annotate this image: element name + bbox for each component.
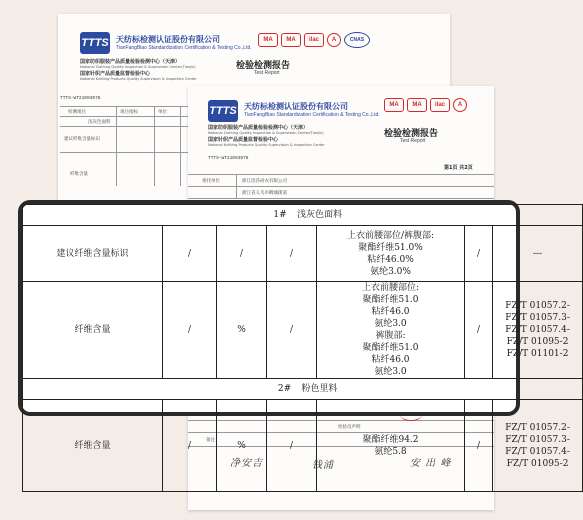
report-title-en: Test Report	[400, 138, 426, 144]
table-row	[23, 400, 583, 492]
center-name-1: 国家纺织服装产品质量检验检测中心（天津）	[208, 125, 309, 131]
accreditation-marks	[258, 32, 370, 48]
judgement-cell: /	[465, 226, 493, 282]
standard-cell	[493, 226, 583, 282]
standard-cell-line: FZ/T 01057.4-	[505, 446, 570, 457]
cma-mark-icon: MA	[384, 98, 404, 112]
section-header-row	[23, 205, 583, 226]
client-label: 委托单位	[202, 179, 220, 184]
center-name-1-en: National Clothing Quality Inspection & Supervision Center(Tianjin)	[80, 65, 196, 69]
section-header	[23, 379, 583, 400]
standard-cell-line: FZ/T 01095-2	[506, 337, 569, 347]
col-unit: 单位	[158, 110, 167, 115]
client-value: 浙江迅莎尚衣有限公司	[242, 179, 287, 184]
requirement-cell: /	[163, 282, 217, 379]
test-item-cell: 纤维含量	[23, 400, 163, 492]
ilac-mark-icon: ilac	[304, 33, 324, 47]
company-name-en: TianFangBiao Standardization Certification & Testing Co.,Ltd.	[244, 112, 380, 118]
composition-cell-line: 聚酯纤维51.0	[362, 343, 419, 353]
requirement-cell: /	[163, 226, 217, 282]
signature-2: 钱浦	[312, 460, 334, 471]
cma-mark-icon: MA	[258, 33, 278, 47]
center-name-2: 国家针织产品质量监督检验中心	[80, 71, 151, 77]
unit-cell: %	[217, 400, 267, 492]
composition-cell-line: 聚酯纤维94.2	[362, 434, 419, 445]
report-title: 检验检测报告	[236, 61, 291, 71]
judgement-cell: /	[465, 400, 493, 492]
back-row-content: 纤维含量	[70, 172, 88, 177]
client-address: 浙江省义乌市稠城街道	[242, 191, 287, 196]
composition-cell-line: 氨纶5.8	[374, 446, 407, 457]
standard-cell-line: FZ/T 01057.3-	[505, 434, 570, 445]
page-number: 第1页 共2页	[444, 165, 473, 171]
judgement-cell: /	[465, 282, 493, 379]
report-number: TTTS-WT21093978	[60, 96, 101, 101]
composition-cell	[317, 226, 465, 282]
center-name-1-en: National Clothing Quality Inspection & Supervision Center(Tianjin)	[208, 131, 324, 135]
composition-cell-line: 上衣前腰部位/裤腹部:	[346, 230, 435, 241]
test-item-cell: 建议纤维含量标识	[23, 226, 163, 282]
center-name-1: 国家纺织服装产品质量检验检测中心（天津）	[80, 59, 181, 65]
composition-cell-line: 氨纶3.0	[374, 367, 407, 377]
col-req: 项目指标	[120, 110, 138, 115]
section-name: 粉色里料	[301, 384, 338, 394]
composition-cell	[317, 400, 465, 492]
center-name-2: 国家针织产品质量监督检验中心	[208, 137, 279, 143]
report-title: 检验检测报告	[384, 129, 439, 139]
test-results-table	[22, 204, 583, 492]
section-header	[23, 205, 583, 226]
section-number: 1#	[273, 210, 287, 220]
standard-cell-line: FZ/T 01057.3-	[505, 313, 570, 323]
section-header-row	[23, 379, 583, 400]
composition-cell-line: 聚酯纤维51.0%	[358, 242, 423, 253]
report-title-en: Test Report	[254, 70, 280, 76]
composition-cell-line: 氨纶3.0	[374, 319, 407, 329]
back-row-label: 建议纤维含量标识	[64, 137, 100, 142]
company-logo: TTTS	[80, 32, 110, 54]
ilac-mark-icon: ilac	[430, 98, 450, 112]
composition-cell-line: 聚酯纤维51.0	[362, 295, 419, 305]
standard-cell	[493, 282, 583, 379]
standard-cell-line: FZ/T 01057.2-	[505, 301, 570, 311]
table-row	[23, 226, 583, 282]
signature-3: 安 出 峰	[410, 458, 452, 469]
composition-cell-line: 氨纶3.0%	[370, 266, 411, 277]
section-number: 2#	[277, 384, 292, 394]
signature-1: 净安吉	[230, 458, 263, 469]
composition-cell	[317, 282, 465, 379]
standard-cell-line: FZ/T 01057.4-	[505, 325, 570, 335]
unit-cell: /	[217, 226, 267, 282]
company-logo: TTTS	[208, 100, 238, 122]
inspector-statement: 检验员声明	[338, 425, 361, 430]
center-name-2-en: National Knitting Products Quality Supervision & Inspection Center	[208, 143, 325, 147]
result-cell: /	[267, 400, 317, 492]
composition-cell-line: 粘纤46.0	[371, 307, 410, 317]
cma-mark-icon: MA	[281, 33, 301, 47]
cma-mark-icon: MA	[407, 98, 427, 112]
accreditation-marks	[384, 98, 467, 112]
standard-cell-line: FZ/T 01057.2-	[505, 422, 570, 433]
test-item-cell: 纤维含量	[23, 282, 163, 379]
composition-cell-line: 粘纤46.0	[371, 355, 410, 365]
company-name: 天纺标检测认证股份有限公司	[244, 102, 348, 111]
remark-label: 备注	[206, 438, 215, 443]
standard-cell	[493, 400, 583, 492]
composition-cell-line: 粘纤46.0%	[367, 254, 414, 265]
section-name: 浅灰色面料	[297, 210, 343, 220]
cal-mark-icon: A	[453, 98, 467, 112]
requirement-cell: /	[163, 400, 217, 492]
report-number: TTTS-WT21093978	[208, 156, 249, 161]
result-cell: /	[267, 282, 317, 379]
standard-cell-line: FZ/T 01101-2	[506, 349, 569, 359]
composition-cell-line: 裤腹部:	[375, 331, 406, 341]
company-name: 天纺标检测认证股份有限公司	[116, 35, 220, 44]
result-cell: /	[267, 226, 317, 282]
unit-cell: %	[217, 282, 267, 379]
company-name-en: TianFangBiao Standardization Certification & Testing Co.,Ltd.	[116, 45, 252, 51]
composition-cell-line: 上衣前腰部位:	[361, 283, 420, 293]
back-row-fabric: 浅灰色面料	[88, 120, 111, 125]
standard-cell-line: FZ/T 01095-2	[506, 458, 569, 469]
col-item: 检测项目	[68, 110, 86, 115]
standard-cell-line: ---	[532, 248, 543, 259]
cal-mark-icon: A	[327, 33, 341, 47]
table-row	[23, 282, 583, 379]
cnas-mark-icon: CNAS	[344, 32, 370, 48]
center-name-2-en: National Knitting Products Quality Supervision & Inspection Center	[80, 77, 197, 81]
